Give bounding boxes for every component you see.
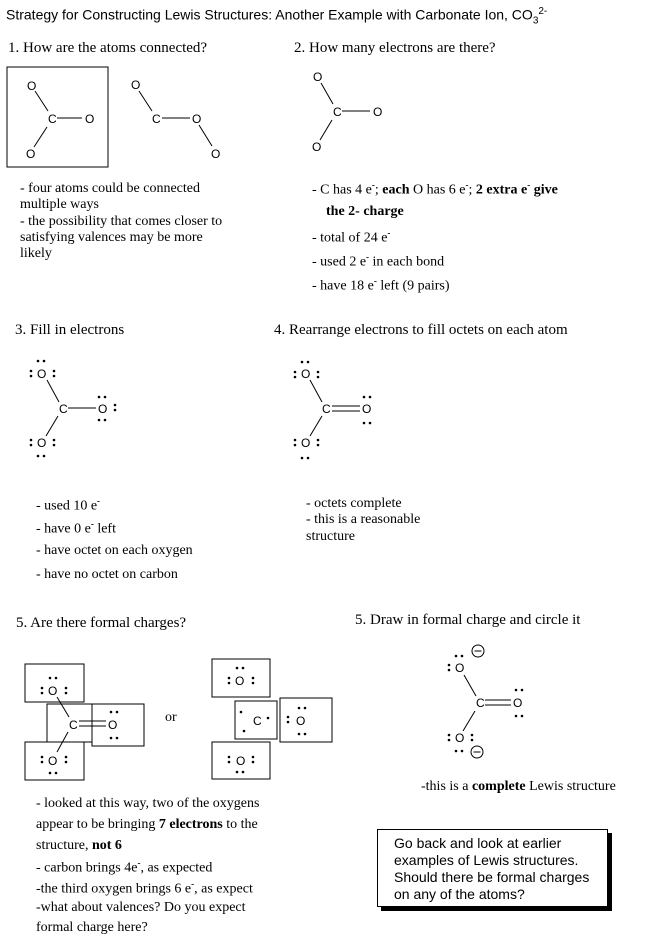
page-title: Strategy for Constructing Lewis Structures: Another Example with Carbonate Ion, $CO_3^{2-}$ xyxy=(6,6,548,27)
svg-text:O: O xyxy=(37,367,47,381)
step2-note-5: - have 18 e- left (9 pairs) xyxy=(312,276,450,294)
step5a-note-4: - carbon brings 4e-, as expected xyxy=(36,858,213,876)
step5b-structure xyxy=(448,645,524,758)
svg-text:O: O xyxy=(48,684,58,698)
step4-heading: 4. Rearrange electrons to fill octets on each atom xyxy=(274,322,568,338)
page: Strategy for Constructing Lewis Structures: Another Example with Carbonate Ion, $CO_3^{2-}$ 1. How are the atoms connected? - four atoms could be connected multiple ways - the possibility that comes closer to satisfying valences may be more likely 2. How many electrons are there? - C has 4 e-; each O has 6 e-; 2 extra e- give the 2- charge - total of 24 e- - used 2 e- in each bond - have 18 e- left (9 pairs) 3. Fill in electrons - used 10 e- - have 0 e- left - have octet on each oxygen - have no octet on carbon 4. Rearrange electrons to fill octets on each atom - octets complete - this is a reasonable structure 5. Are there formal charges? or - looked at this way, two of the oxygens appear to be bringing 7 electrons to the structure, not 6 - carbon brings 4e-, as expected -the third oxygen brings 6 e-, as expect -what about valences? Do you expect formal charge here? 5. Draw in formal charge and circle it -this is a complete Lewis structure Go back and look at earlier examples of Lewis structures. Should there be formal charges on any of the atoms? O C O O O C O O O C O O O C O O O C O O O C O O O C O O O C O O xyxy=(0,0,646,941)
step2-note-3: - total of 24 e- xyxy=(312,228,391,246)
svg-text:C: C xyxy=(48,112,57,126)
svg-text:O: O xyxy=(48,754,58,768)
svg-text:C: C xyxy=(69,718,78,732)
formal-charge-top xyxy=(472,645,484,657)
step2-note-1: - C has 4 e-; each O has 6 e-; 2 extra e- give xyxy=(312,180,558,198)
svg-text:O: O xyxy=(296,714,306,728)
svg-text:O: O xyxy=(301,367,311,381)
svg-text:O: O xyxy=(37,436,47,450)
step3-note-3: - have octet on each oxygen xyxy=(36,543,193,558)
step5a-note-1: - looked at this way, two of the oxygens xyxy=(36,796,260,811)
or-label: or xyxy=(165,710,177,725)
step1-chain-structure xyxy=(131,78,220,161)
step5a-right-structure xyxy=(212,659,332,779)
step2-note-4: - used 2 e- in each bond xyxy=(312,252,445,270)
step5b-heading: 5. Draw in formal charge and circle it xyxy=(355,612,581,628)
step5a-heading: 5. Are there formal charges? xyxy=(16,615,187,631)
svg-text:O: O xyxy=(131,78,141,92)
svg-text:C: C xyxy=(322,402,331,416)
step5b-note: -this is a complete Lewis structure xyxy=(421,779,616,794)
svg-text:O: O xyxy=(236,754,246,768)
svg-text:O: O xyxy=(85,112,95,126)
svg-text:O: O xyxy=(301,436,311,450)
step1-heading: 1. How are the atoms connected? xyxy=(8,40,208,56)
svg-text:O: O xyxy=(362,402,372,416)
step5a-note-7: formal charge here? xyxy=(36,920,148,935)
svg-text:O: O xyxy=(513,696,523,710)
step3-heading: 3. Fill in electrons xyxy=(15,322,125,338)
step2-note-2: the 2- charge xyxy=(326,204,404,219)
svg-text:O: O xyxy=(26,147,36,161)
step5a-note-6: -what about valences? Do you expect xyxy=(36,900,246,915)
svg-text:C: C xyxy=(253,714,262,728)
step2-skeleton xyxy=(312,70,382,154)
svg-text:O: O xyxy=(27,79,37,93)
step5a-left-structure xyxy=(25,664,144,780)
svg-text:C: C xyxy=(476,696,485,710)
svg-text:C: C xyxy=(152,112,161,126)
step5a-note-5: -the third oxygen brings 6 e-, as expect xyxy=(36,879,253,897)
svg-text:O: O xyxy=(235,674,245,688)
svg-text:O: O xyxy=(312,140,322,154)
step1-boxed-structure xyxy=(7,67,108,167)
step2-heading: 2. How many electrons are there? xyxy=(294,40,496,56)
step3-note-4: - have no octet on carbon xyxy=(36,567,178,582)
svg-text:O: O xyxy=(98,402,108,416)
svg-text:O: O xyxy=(192,112,202,126)
step5a-note-3: structure, not 6 xyxy=(36,838,122,853)
svg-text:C: C xyxy=(333,105,342,119)
svg-text:O: O xyxy=(455,731,465,745)
svg-text:O: O xyxy=(455,661,465,675)
svg-text:O: O xyxy=(373,105,383,119)
step3-structure xyxy=(30,360,117,458)
formal-charge-bottom xyxy=(471,746,483,758)
step4-structure xyxy=(294,361,372,460)
svg-text:O: O xyxy=(211,147,221,161)
svg-text:C: C xyxy=(59,402,68,416)
question-box: Go back and look at earlier examples of Lewis structures. Should there be formal charges on any of the atoms? xyxy=(377,829,608,907)
step3-note-2: - have 0 e- left xyxy=(36,519,116,537)
svg-text:O: O xyxy=(108,718,118,732)
step3-note-1: - used 10 e- xyxy=(36,496,101,514)
svg-text:O: O xyxy=(313,70,323,84)
step5a-note-2: appear to be bringing 7 electrons to the xyxy=(36,817,258,832)
